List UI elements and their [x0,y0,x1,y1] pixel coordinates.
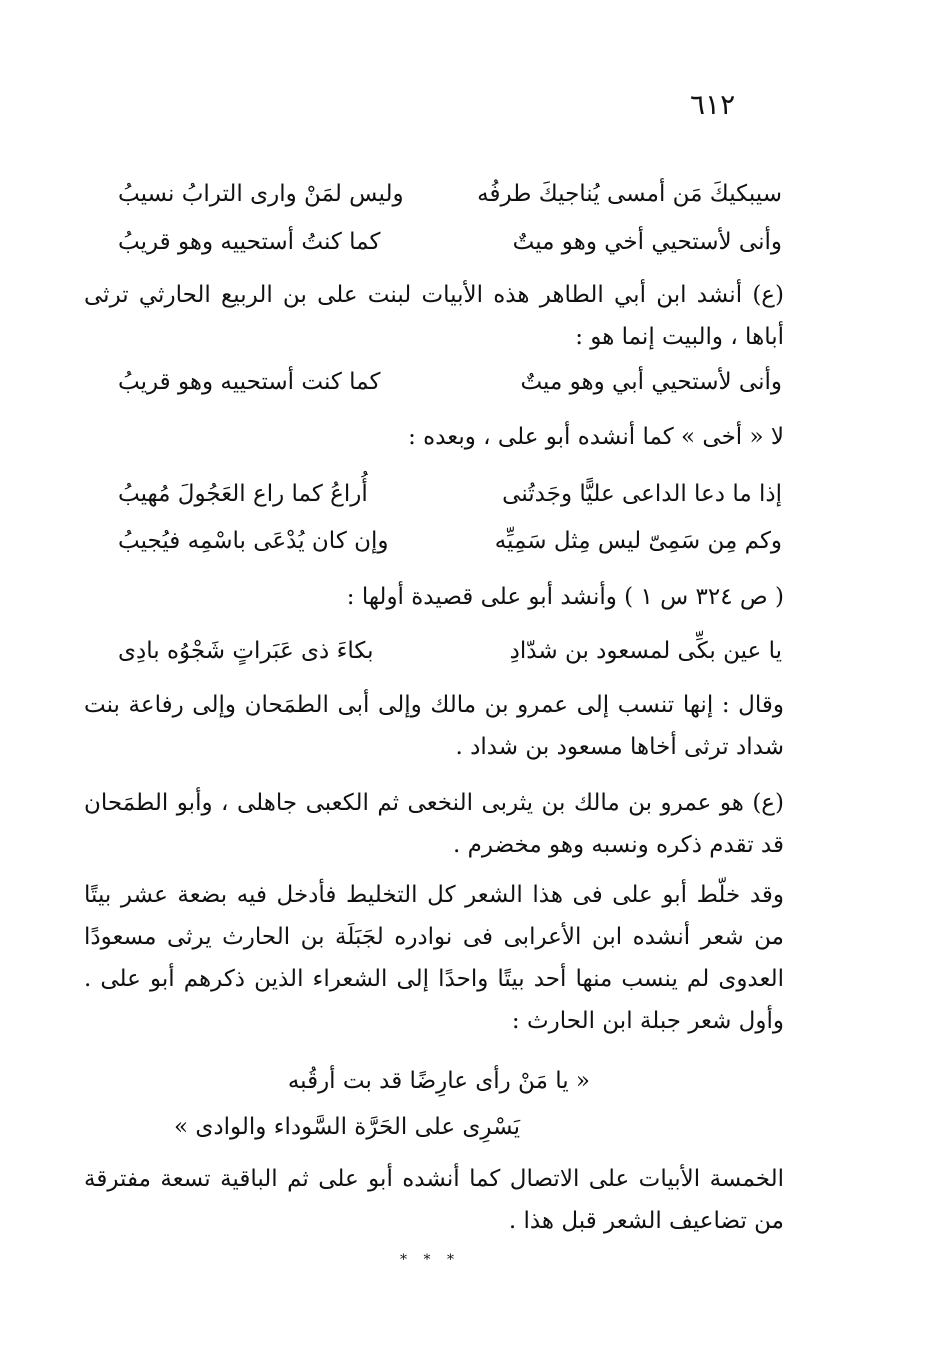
verse-second-hemistich: أُراعُ كما راع العَجُولَ مُهيبُ [118,481,368,507]
section-separator: * * * [400,1252,460,1268]
commentary-line: لا « أخى » كما أنشده أبو على ، وبعده : [408,424,784,450]
reference-line: ( ص ٣٢٤ س ١ ) وأنشد أبو على قصيدة أولها : [346,584,784,610]
quoted-verse-line: « يا مَنْ رأى عارِضًا قد بت أرقُبه [287,1068,590,1094]
commentary-paragraph: وقال : إنها تنسب إلى عمرو بن مالك وإلى أبى الطمَحان وإلى رفاعة بنت شداد ترثى أخاها مسعود بن شداد . [84,692,784,760]
verse-first-hemistich: سيبكيكَ مَن أمسى يُناجيكَ طرفُه [477,181,782,207]
commentary-paragraph: (ع) هو عمرو بن مالك بن يثربى النخعى ثم الكعبى جاهلى ، وأبو الطمَحان قد تقدم ذكره ونسبه وهو مخضرم . [84,790,784,858]
verse-second-hemistich: بكاءَ ذى عَبَراتٍ شَجْوُه بادِى [118,638,374,664]
verse-line [118,631,782,671]
commentary-paragraph: وقد خلّط أبو على فى هذا الشعر كل التخليط فأدخل فيه بضعة عشر بيتًا من شعر أنشده ابن الأعرابى فى نوادره لجَبَلَة بن الحارث يرثى مسعودًا العدوى لم ينسب منها أحد بيتًا واحدًا إلى الشعراء الذين ذكرهم أبو على . وأول شعر جبلة ابن الحارث : [84,882,784,1034]
verse-second-hemistich: وليس لمَنْ وارى الترابُ نسيبُ [118,181,404,207]
page-number: ٦١٢ [690,88,736,121]
verse-first-hemistich: وكم مِن سَمِىّ ليس مِثل سَمِيِّه [494,528,782,554]
quoted-verse-line: يَسْرِى على الحَرَّة السَّوداء والوادى » [174,1114,520,1140]
verse-line [118,474,782,514]
verse-first-hemistich: يا عين بكِّى لمسعود بن شدّادِ [509,638,782,664]
commentary-paragraph: الخمسة الأبيات على الاتصال كما أنشده أبو على ثم الباقية تسعة مفترقة من تضاعيف الشعر قبل هذا . [84,1166,784,1234]
verse-second-hemistich: كما كنت أستحييه وهو قريبُ [118,369,381,395]
verse-first-hemistich: وأنى لأستحيي أبي وهو ميتٌ [520,369,782,395]
verse-line [118,174,782,214]
verse-second-hemistich: كما كنتُ أستحييه وهو قريبُ [118,229,381,255]
verse-first-hemistich: وأنى لأستحيي أخي وهو ميتٌ [512,229,782,255]
verse-second-hemistich: وإن كان يُدْعَى باسْمِه فيُجيبُ [118,528,389,554]
verse-line [118,362,782,402]
verse-first-hemistich: إذا ما دعا الداعى عليًّا وجَدتُنى [502,481,782,507]
verse-line [118,222,782,262]
verse-line [118,521,782,561]
commentary-paragraph: (ع) أنشد ابن أبي الطاهر هذه الأبيات لبنت على بن الربيع الحارثي ترثى أباها ، والبيت إنما هو : [84,282,784,350]
